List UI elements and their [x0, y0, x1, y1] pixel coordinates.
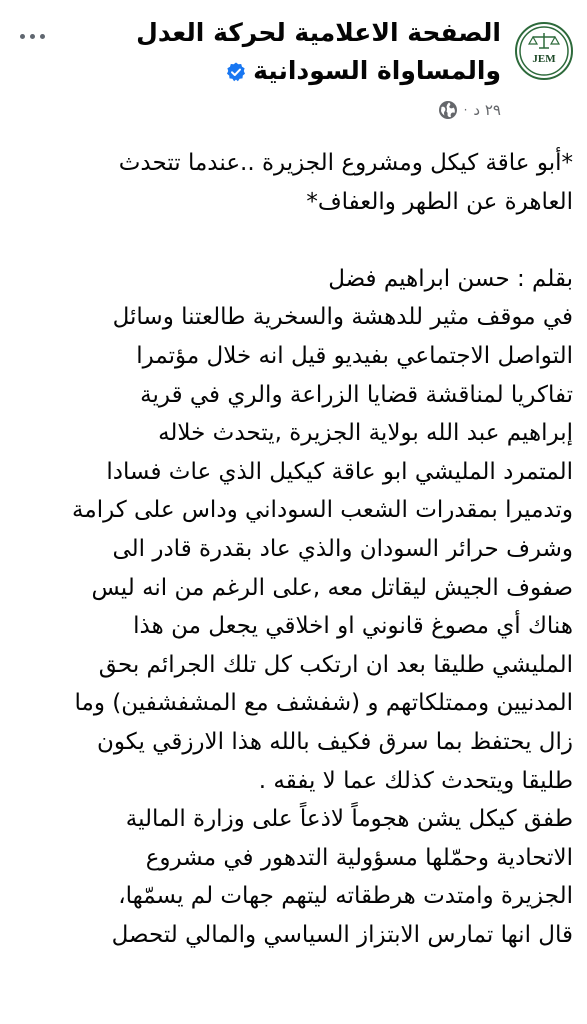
more-options-icon-dot [30, 34, 35, 39]
post-text-line: زال يحتفظ بما سرق فكيف بالله هذا الارزقي يكون [96, 728, 573, 755]
post-text-line: صفوف الجيش ليقاتل معه ,على الرغم من انه ليس [91, 574, 573, 601]
post-body [9, 144, 573, 954]
post-text-blank-line [9, 221, 573, 260]
post-text-line: الجزيرة وامتدت هرطقاته ليتهم جهات لم يسمّها، [118, 883, 573, 910]
post-text-line: تفاكريا لمناقشة قضايا الزراعة والري في قرية [140, 381, 573, 408]
post-text-line: المتمرد المليشي ابو عاقة كيكيل الذي عاث فسادا [106, 458, 573, 485]
post-text-line: قال انها تمارس الابتزاز السياسي والمالي لتحصل [111, 921, 573, 948]
page-name-line1: الصفحة الاعلامية لحركة العدل [136, 18, 501, 47]
more-options-button[interactable] [12, 22, 52, 50]
post-text-line: التواصل الاجتماعي بفيديو قيل انه خلال مؤتمرا [136, 342, 573, 369]
post-text-line: الاتحادية وحمّلها مسؤولية التدهور في مشروع [145, 844, 573, 871]
page-name-link[interactable] [81, 14, 501, 90]
post-text-line: طفق كيكل يشن هجوماً لاذعاً على وزارة المالية [125, 806, 573, 833]
post-text-line: طليقا ويتحدث كذلك عما لا يفقه . [258, 767, 573, 794]
svg-text:JEM: JEM [532, 53, 556, 65]
post-header [0, 14, 587, 134]
page-avatar[interactable] [515, 22, 573, 80]
post-text-line: *أبو عاقة كيكل ومشروع الجزيرة ..عندما تتحدث [118, 150, 573, 176]
more-options-icon [20, 34, 25, 39]
post-meta [438, 100, 501, 120]
post-text-line: المدنيين وممتلكاتهم و (شفشف مع المشفشفين) وما [74, 690, 573, 717]
verified-badge-icon [225, 61, 247, 83]
more-options-icon-dot [40, 34, 45, 39]
post-timestamp[interactable]: ٢٩ د [473, 101, 501, 119]
post-text-line: بقلم : حسن ابراهيم فضل [328, 265, 573, 292]
page-name-line2-row [81, 52, 501, 90]
post-text-line: وشرف حرائر السودان والذي عاد بقدرة قادر الى [112, 535, 573, 562]
meta-separator: · [463, 103, 468, 117]
globe-icon[interactable] [438, 100, 458, 120]
jem-logo [517, 24, 571, 78]
page-name-line2: والمساواة السودانية [253, 56, 501, 85]
post-text-line: هناك أي مصوغ قانوني او اخلاقي يجعل من هذا [133, 613, 573, 640]
post-text-line: المليشي طليقا بعد ان ارتكب كل تلك الجرائم بحق [98, 651, 573, 678]
post-text-line: إبراهيم عبد الله بولاية الجزيرة ,يتحدث خلاله [158, 420, 573, 447]
post-text-line: العاهرة عن الطهر والعفاف* [306, 188, 573, 215]
post-text-line: في موقف مثير للدهشة والسخرية طالعتنا وسائل [112, 304, 573, 331]
post-text-line: وتدميرا بمقدرات الشعب السوداني وداس على كرامة [72, 497, 573, 524]
